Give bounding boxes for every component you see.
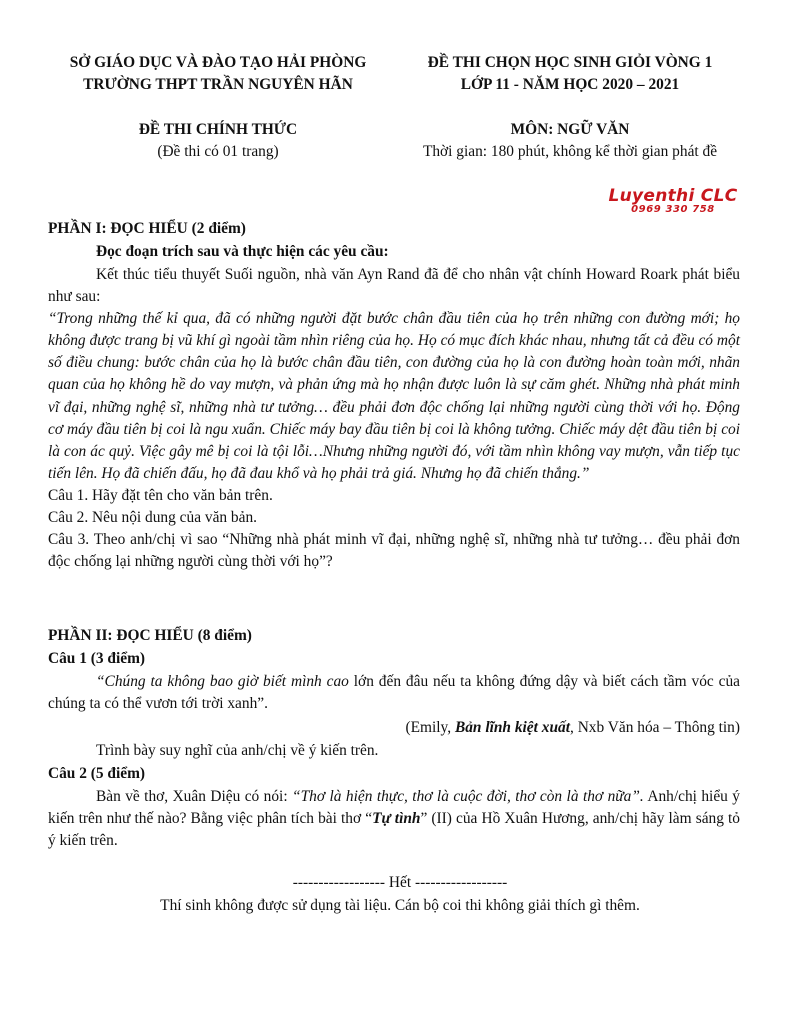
part1-quote: “Trong những thế kỉ qua, đã có những người đặt bước chân đầu tiên của họ trên những con đường mới; họ không được trang bị vũ khí gì ngoài tầm nhìn riêng của họ. Họ có mục đích khác nhau, nhưng tất cả đều có một số điều chung: bước chân của họ là bước chân đầu tiên, con đường của họ là con đường hoàn toàn mới, nhãn quan của họ không hề do vay mượn, và phản ứng mà họ nhận được luôn là sự căm ghét. Những nhà phát minh vĩ đại, những nghệ sĩ, những nhà tư tưởng… đều phải đơn độc chống lại những người cùng thời với họ. Động cơ máy đầu tiên bị coi là ngu xuẩn. Chiếc máy bay đầu tiên bị coi là không tưởng. Chiếc máy dệt đầu tiên bị coi là con ác quỷ. Việc gây mê bị coi là tội lỗi…Nhưng những người đó, với tầm nhìn không vay mượn, vẫn tiếp tục tiến lên. Họ đã chiến đấu, họ đã đau khổ và họ phải trả giá. Nhưng họ đã chiến thắng.”: [48, 310, 740, 482]
c2-poem-title: Tự tình: [372, 810, 421, 828]
header-grade-year: LỚP 11 - NĂM HỌC 2020 – 2021: [460, 76, 680, 93]
header-duration: Thời gian: 180 phút, không kể thời gian phát đề: [422, 143, 718, 160]
header-official: ĐỀ THI CHÍNH THỨC: [138, 121, 298, 138]
c1-quote-italic: “Chúng ta không bao giờ biết mình cao: [96, 673, 349, 690]
brand-watermark-logo: [598, 186, 748, 215]
c2-prompt: Anh/chị hiểu ý kiến trên như thế nào? Bằng việc phân tích bài thơ “: [48, 788, 740, 828]
c1-quote-rest: lớn đến đâu nếu ta không đứng dậy và biết cách tầm vóc của chúng ta có thể vươn tới trời xanh”.: [48, 673, 740, 713]
part2-question-1-source: [406, 717, 741, 739]
header-page-count: (Đề thi có 01 trang): [157, 143, 279, 160]
c2-intro: Bàn về thơ, Xuân Diệu có nói:: [96, 788, 293, 805]
part1-intro: Kết thúc tiểu thuyết Suối nguồn, nhà văn Ayn Rand đã để cho nhân vật chính Howard Roark phát biểu như sau:: [48, 266, 740, 306]
part2-title: PHẦN II: ĐỌC HIỂU (8 điểm): [48, 627, 252, 644]
part2-question-1-quote: [48, 671, 740, 715]
brand-name: Luyenthi CLC: [608, 186, 738, 206]
part2-question-1-task: Trình bày suy nghĩ của anh/chị về ý kiến trên.: [96, 742, 379, 759]
brand-phone: 0969 330 758: [631, 204, 715, 215]
header-exam-title: ĐỀ THI CHỌN HỌC SINH GIỎI VÒNG 1: [427, 54, 713, 71]
c2-quote: “Thơ là hiện thực, thơ là cuộc đời, thơ còn là thơ nữa”.: [292, 788, 644, 805]
footer-note: Thí sinh không được sử dụng tài liệu. Cán bộ coi thi không giải thích gì thêm.: [160, 897, 640, 914]
part1-instruction: Đọc đoạn trích sau và thực hiện các yêu cầu:: [96, 243, 389, 260]
c1-source-book: Bản lĩnh kiệt xuất: [454, 719, 570, 736]
part1-title: PHẦN I: ĐỌC HIỂU (2 điểm): [48, 220, 246, 237]
part1-question-2: Câu 2. Nêu nội dung của văn bản.: [48, 509, 258, 527]
end-marker: ------------------ Hết ------------------: [292, 874, 508, 891]
c1-source-publisher: , Nxb Văn hóa – Thông tin): [570, 719, 740, 736]
part2-question-2-title: Câu 2 (5 điểm): [48, 765, 146, 782]
part2-question-2-body: [48, 786, 740, 852]
header-school: TRƯỜNG THPT TRẦN NGUYÊN HÃN: [83, 76, 353, 93]
part2-question-1-title: Câu 1 (3 điểm): [48, 650, 146, 667]
part1-question-1: Câu 1. Hãy đặt tên cho văn bản trên.: [48, 486, 273, 504]
header-department: SỞ GIÁO DỤC VÀ ĐÀO TẠO HẢI PHÒNG: [69, 54, 367, 71]
c1-source-author: (Emily,: [405, 719, 455, 736]
header-subject: MÔN: NGỮ VĂN: [510, 121, 630, 138]
c2-task: ” (II) của Hồ Xuân Hương, anh/chị hãy làm sáng tỏ ý kiến trên.: [48, 810, 740, 850]
part1-question-3: Câu 3. Theo anh/chị vì sao “Những nhà phát minh vĩ đại, những nghệ sĩ, những nhà tư tưởng… đều phải đơn độc chống lại những người cùng thời với họ”?: [48, 531, 740, 571]
part1-body: [48, 264, 740, 573]
